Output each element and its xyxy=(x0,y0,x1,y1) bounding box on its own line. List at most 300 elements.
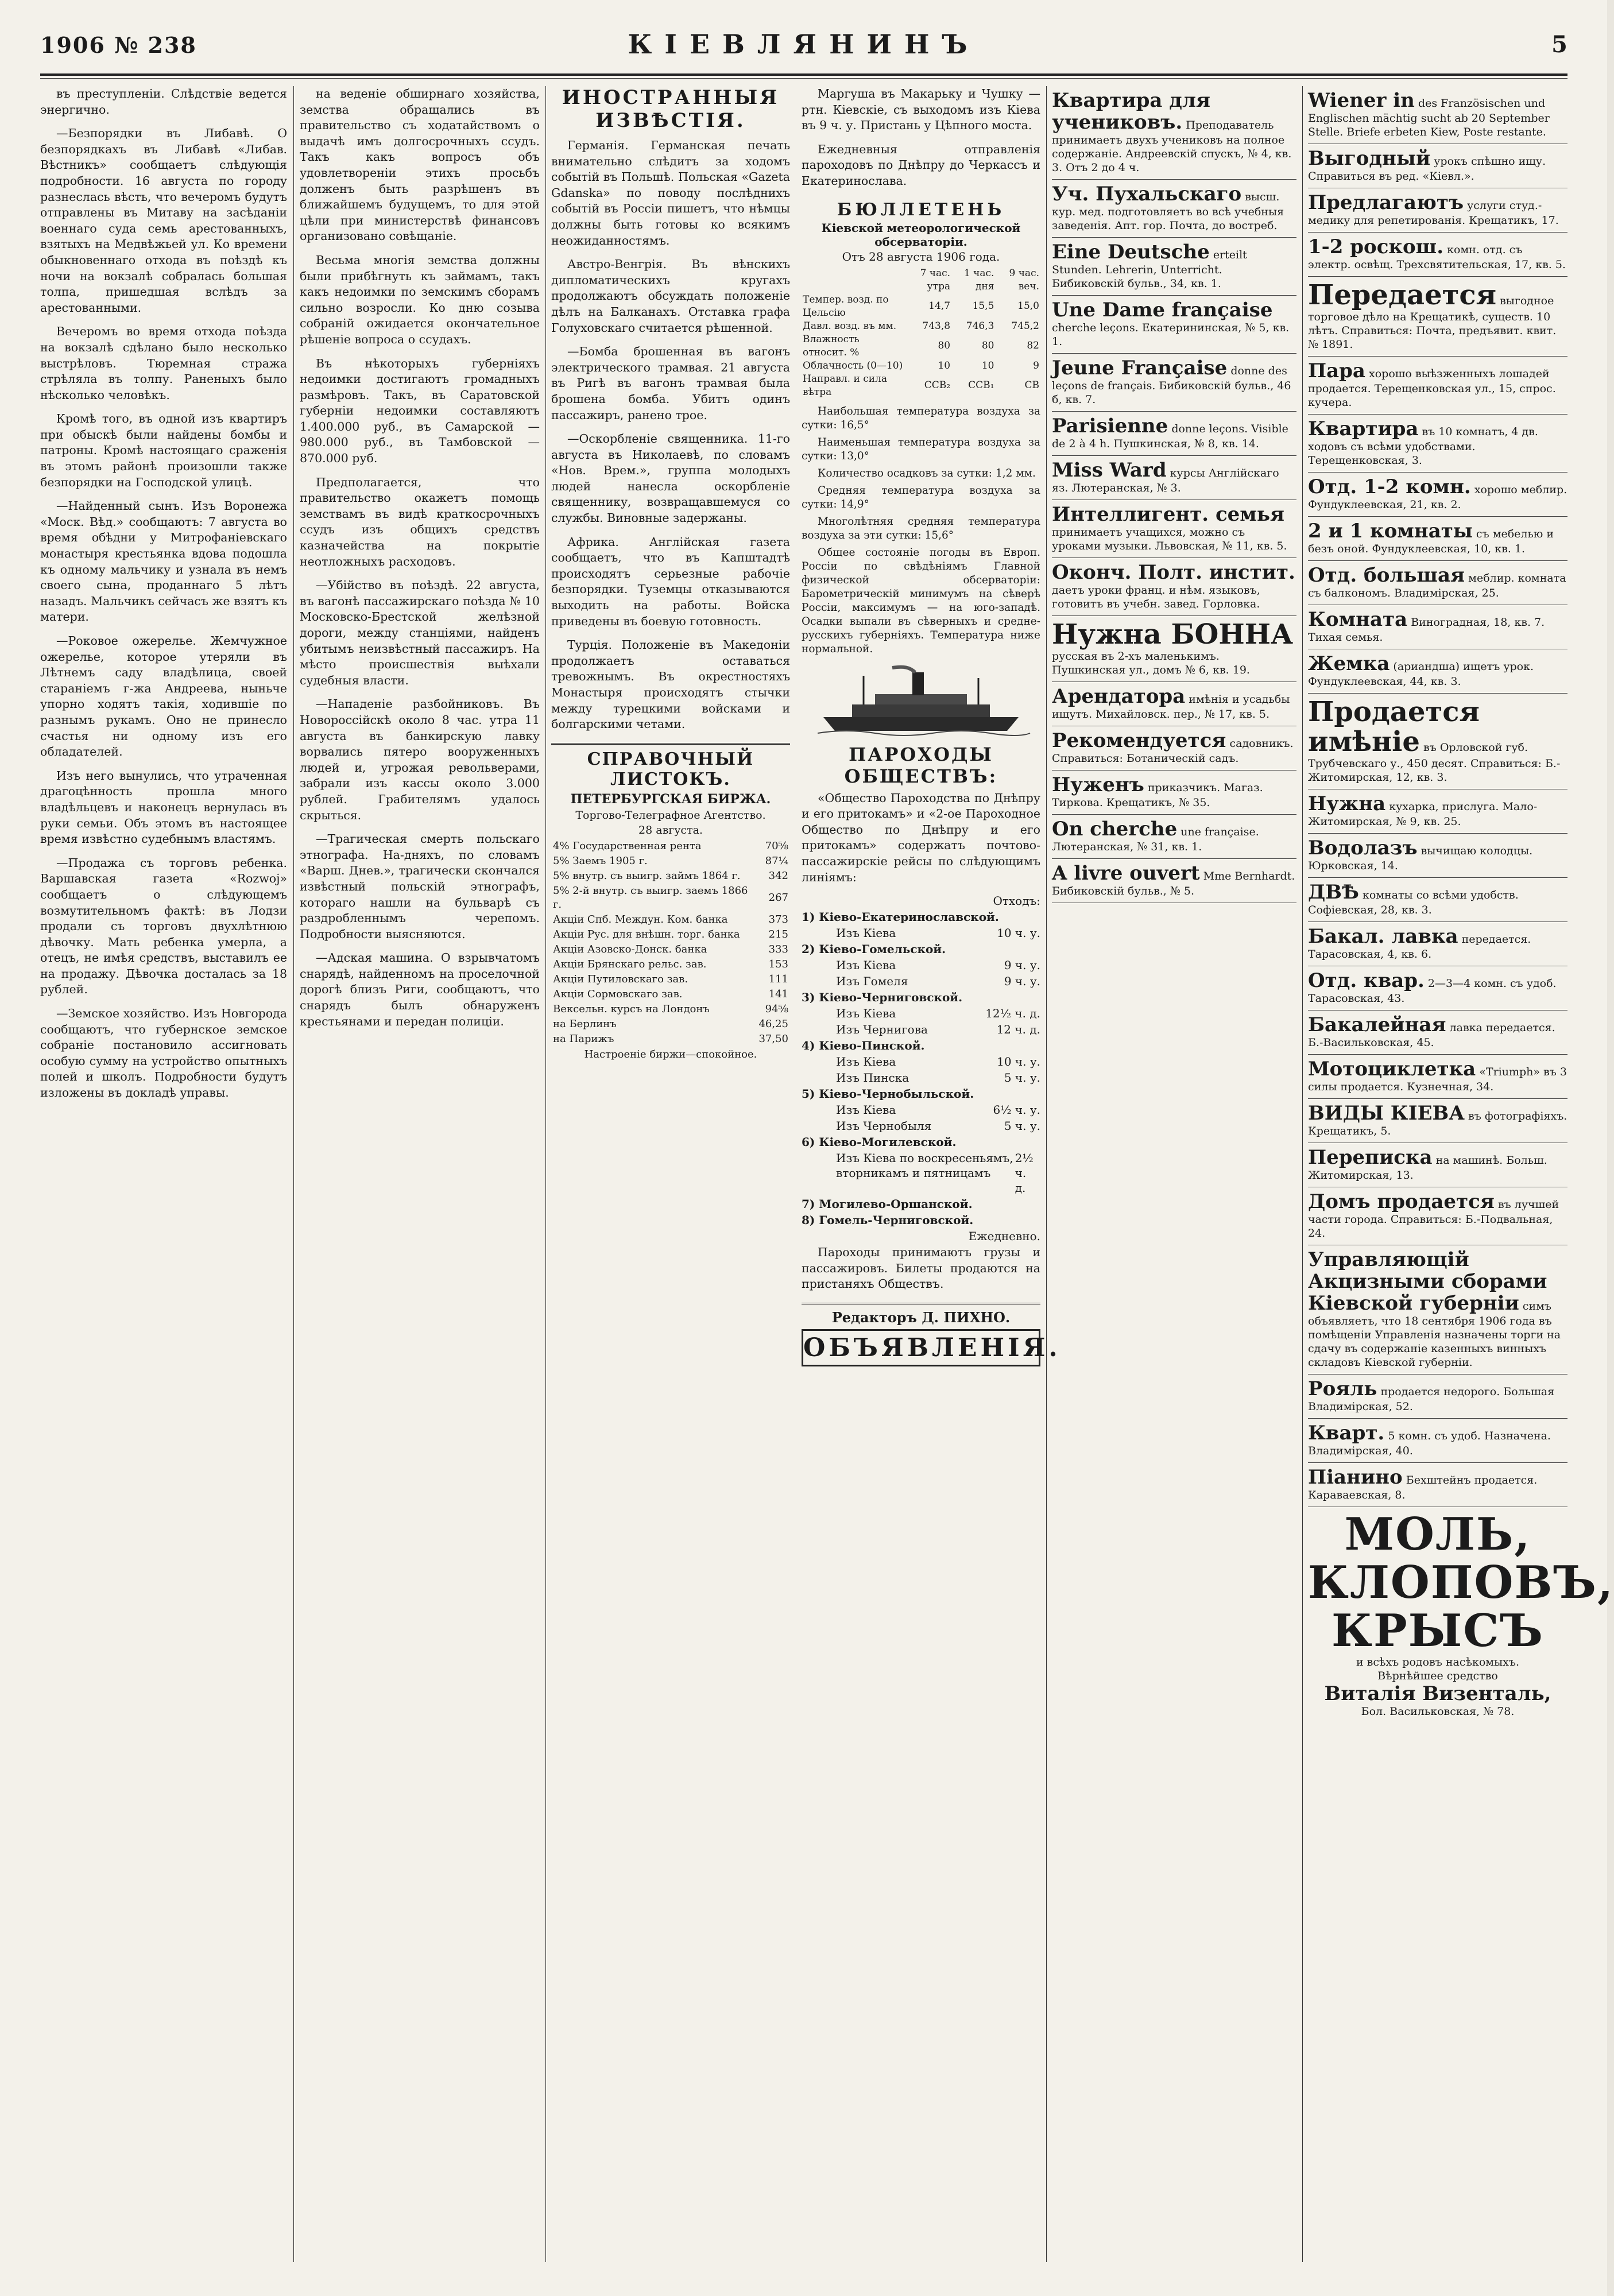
ad-text: Виноградная, 18, кв. 7. Тихая семья. xyxy=(1308,616,1545,644)
ad-headline: Квартира для учениковъ. xyxy=(1052,89,1211,134)
ad-headline: Отд. большая xyxy=(1308,564,1465,587)
classified-ad xyxy=(1308,188,1567,233)
weather-value: ССВ₂ xyxy=(924,380,951,392)
route-origin: Изъ Кіева по воскресеньямъ, вторникамъ и пятницамъ xyxy=(836,1151,1013,1180)
route-stop xyxy=(802,1229,1040,1244)
ad-maker: Виталія Визенталь, xyxy=(1324,1682,1551,1705)
paragraph: Вечеромъ во время отхода поѣзда на вокзалѣ сдѣлано было несколько выстрѣловъ. Тюремная стража стрѣляла въ толпу. Раненыхъ было нѣсколько человѣкъ. xyxy=(40,324,287,402)
masthead-rule xyxy=(40,73,1567,76)
route-name: 3) Кіево-Черниговской. xyxy=(802,990,963,1005)
route-time: 5 ч. у. xyxy=(1004,1119,1040,1133)
ad-headline: ВИДЫ КІЕВА xyxy=(1308,1102,1465,1125)
exchange-row xyxy=(551,927,790,942)
route-stop xyxy=(802,1118,1040,1133)
ad-headline: Предлагаютъ xyxy=(1308,191,1464,214)
exchange-row xyxy=(551,869,790,884)
ad-headline: Рояль xyxy=(1308,1377,1377,1400)
ad-text: урокъ спѣшно ищу. Справиться въ ред. «Кіевл.». xyxy=(1308,155,1546,183)
classified-ad xyxy=(1308,649,1567,694)
ad-text: комнаты со всѣми удобств. Софіевская, 28, кв. 3. xyxy=(1308,889,1519,916)
ad-text: erteilt Stunden. Lehrerin, Unterricht. Бибиковскій бульв., 34, кв. 1. xyxy=(1052,249,1247,290)
weather-col-header xyxy=(802,267,905,293)
ad-text: 2—3—4 комн. съ удоб. Тарасовская, 43. xyxy=(1308,977,1557,1005)
weather-value: 746,3 xyxy=(966,320,994,332)
classified-ad xyxy=(1308,1374,1567,1419)
ad-headline: Переписка xyxy=(1308,1146,1433,1169)
route-origin: Изъ Кіева xyxy=(836,1055,896,1069)
ad-headline: Отд. 1-2 комн. xyxy=(1308,475,1471,498)
weather-value: 743,8 xyxy=(922,320,951,332)
classified-ad xyxy=(1052,815,1296,859)
weather-value: 15,0 xyxy=(1017,300,1039,312)
classified-ad xyxy=(1308,878,1567,922)
classified-ad xyxy=(1308,1463,1567,1507)
ad-headline: Квартира xyxy=(1308,417,1419,440)
weather-value: 82 xyxy=(1027,340,1039,352)
classified-ad xyxy=(1308,966,1567,1010)
ad-text: садовникъ. Справиться: Ботаническій садъ. xyxy=(1052,737,1294,765)
weather-value: 10 xyxy=(981,359,994,371)
classified-ad xyxy=(1308,144,1567,188)
route-time: 10 ч. у. xyxy=(997,926,1040,940)
weather-col-header: 7 час. утра xyxy=(920,267,951,292)
ad-text: Преподаватель принимаетъ двухъ учениковъ на полное содержаніе. Андреевскій спускъ, № 4, кв. 3. Отъ 2 до 4 ч. xyxy=(1052,119,1292,174)
exchange-security: Акціи Азовско-Донск. банка xyxy=(553,943,707,955)
route-origin: Изъ Кіева xyxy=(836,958,896,973)
column-5-ads xyxy=(1308,86,1614,2262)
ad-text: въ лучшей части города. Справиться: Б.-Подвальная, 24. xyxy=(1308,1198,1559,1240)
ad-headline: Отд. квар. xyxy=(1308,969,1425,992)
bulletin-title: БЮЛЛЕТЕНЬ xyxy=(837,199,1005,220)
ad-text: принимаетъ учащихся, можно съ уроками музыки. Львовская, № 11, кв. 5. xyxy=(1052,526,1287,552)
weather-value: ССВ₁ xyxy=(968,380,994,392)
foreign-news-block xyxy=(551,86,790,1373)
ad-text: комн. отд. съ электр. освѣщ. Трехсвятительская, 17, кв. 5. xyxy=(1308,243,1566,271)
route-time: Ежедневно. xyxy=(968,1229,1040,1244)
page-number: 5 xyxy=(1551,31,1567,58)
paragraph: —Найденный сынъ. Изъ Воронежа «Моск. Вѣд.» сообщаютъ: 7 августа во время обѣдни у Митрофаніевскаго монастыря крестьянка вдова подошла къ одному мальчику и узнала въ немъ своего сына, проданнаго 5 лѣтъ назадъ. Мальчикъ сейчасъ же взятъ къ матери. xyxy=(40,499,287,624)
paragraph: —Безпорядки въ Либавѣ. О безпорядкахъ въ Либавѣ «Либав. Вѣстникъ» сообщаетъ слѣдующія подробности. 16 августа по городу разнеслась вѣсть, что вечеромъ будутъ отправлены въ Митаву на засѣданіи военнаго суда семь арестованныхъ, взятыхъ на Медвѣжьей ул. Ко времени обыкновеннаго отхода въ поѣздѣ къ ночи на вокзалѣ собралась большая толпа, пришедшая вслѣдъ за арестованными. xyxy=(40,126,287,315)
paragraph: Изъ него вынулись, что утраченная драгоцѣнность прошла много владѣльцевъ и наконецъ вернулась въ руки семьи. Объ этомъ въ настоящее время извѣстно судебнымъ властямъ. xyxy=(40,768,287,846)
ad-headline: Выгодный xyxy=(1308,147,1431,170)
exchange-row xyxy=(551,957,790,972)
classified-ad xyxy=(1052,296,1296,354)
ad-headline: Водолазъ xyxy=(1308,837,1418,859)
exchange-heading: СПРАВОЧНЫЙ ЛИСТОКЪ. xyxy=(551,743,790,789)
ad-text: donne des leçons de français. Бибиковскій бульв., 46 б, кв. 7. xyxy=(1052,365,1291,406)
ad-address: Бол. Васильковская, № 78. xyxy=(1361,1705,1515,1718)
ad-headline: Арендатора xyxy=(1052,685,1186,708)
exchange-price: 342 xyxy=(768,869,788,882)
column-2-news xyxy=(300,86,540,2262)
classified-ad xyxy=(1052,859,1296,903)
ad-text: лавка передается. Б.-Васильковская, 45. xyxy=(1308,1021,1555,1049)
ad-headline: Бакалейная xyxy=(1308,1013,1446,1036)
exchange-row xyxy=(551,1002,790,1017)
ad-sub: Вѣрнѣйшее средство xyxy=(1377,1670,1498,1682)
exchange-security: на Берлинъ xyxy=(553,1017,617,1030)
weather-value: 745,2 xyxy=(1011,320,1039,332)
ad-rats: КРЫСЪ xyxy=(1331,1605,1545,1657)
weather-table xyxy=(802,267,1040,399)
weather-label: Темпер. возд. по Цельсію xyxy=(803,293,889,319)
ad-headline: Нужна БОННА xyxy=(1052,618,1294,651)
classified-ad xyxy=(1308,561,1567,605)
route-name: 8) Гомель-Черниговской. xyxy=(802,1213,974,1228)
classified-ad xyxy=(1052,726,1296,771)
paragraph: Африка. Англійская газета сообщаетъ, что въ Капштадтѣ происходятъ серьезные рабочіе безпорядки. Туземцы отказываются выходить на работы. Войска приведены въ боевую готовность. xyxy=(551,535,790,628)
ad-text: въ Орловской губ. Трубчевскаго у., 450 десят. Справиться: Б.-Житомирская, 12, кв. 3. xyxy=(1308,741,1561,784)
column-3-foreign-news xyxy=(551,86,1061,2262)
ad-text: приказчикъ. Магаз. Тиркова. Крещатикъ, № 35. xyxy=(1052,781,1263,809)
route-origin: Изъ Кіева xyxy=(836,1006,896,1021)
classified-ad xyxy=(1308,1419,1567,1463)
exchange-row xyxy=(551,972,790,987)
paragraph: Австро-Венгрія. Въ вѣнскихъ дипломатическихъ кругахъ продолжаютъ обсуждать положеніе дѣлъ на Балканахъ. Отставка графа Голуховскаго считается рѣшенной. xyxy=(551,257,790,335)
classified-ad xyxy=(1308,605,1567,649)
ad-headline: Продается имѣніе xyxy=(1308,696,1480,758)
route-origin: Изъ Пинска xyxy=(836,1071,909,1085)
exchange-price: 46,25 xyxy=(758,1017,788,1030)
exchange-security: 5% внутр. съ выигр. займъ 1864 г. xyxy=(553,869,741,882)
insecticide-ad xyxy=(1308,1507,1614,1723)
weather-value: СВ xyxy=(1024,380,1039,392)
exchange-table xyxy=(551,839,790,1047)
exchange-price: 94⅝ xyxy=(765,1002,788,1015)
bulletin-steamers-block xyxy=(802,86,1061,1373)
classified-ad xyxy=(1052,500,1296,558)
exchange-row xyxy=(551,1017,790,1032)
classified-ad xyxy=(1308,834,1567,878)
ad-text: Mme Bernhardt. Бибиковскій бульв., № 5. xyxy=(1052,870,1295,897)
newspaper-title: КІЕВЛЯНИНЪ xyxy=(628,29,980,60)
ad-line: и всѣхъ родовъ насѣкомыхъ. xyxy=(1356,1656,1520,1668)
route-time: 6½ ч. у. xyxy=(993,1103,1040,1117)
ad-headline: Нуженъ xyxy=(1052,773,1144,796)
exchange-row xyxy=(551,1032,790,1047)
ads-title: ОБЪЯВЛЕНІЯ. xyxy=(802,1329,1040,1366)
paragraph: —Земское хозяйство. Изъ Новгорода сообщаютъ, что губернское земское собраніе постановило ассигновать особую сумму на устройство опытныхъ полей и школъ. Подробности будутъ изложены въ докладѣ управы. xyxy=(40,1006,287,1100)
weather-value: 9 xyxy=(1033,359,1039,371)
ad-text: хорошо выѣзженныхъ лошадей продается. Терещенковская ул., 15, спрос. кучера. xyxy=(1308,367,1556,409)
ad-text: (ариандша) ищетъ урок. Фундуклеевская, 44, кв. 3. xyxy=(1308,660,1534,688)
weather-notes xyxy=(802,405,1040,656)
weather-row xyxy=(802,333,1040,359)
masthead-rule-thin xyxy=(40,78,1567,79)
classified-ad xyxy=(1052,412,1296,456)
ad-headline: Піанино xyxy=(1308,1466,1403,1489)
route-origin: Изъ Кіева xyxy=(836,1103,896,1117)
bulletin-date: Отъ 28 августа 1906 года. xyxy=(842,249,1000,264)
exchange-security: на Парижъ xyxy=(553,1032,614,1045)
paragraph: —Оскорбленіе священника. 11-го августа въ Николаевѣ, по словамъ «Нов. Врем.», группа молодыхъ людей нанесла оскорбленіе священнику, возвращавшемуся со службы. Виновные задержаны. xyxy=(551,432,790,525)
classified-ad xyxy=(1052,616,1296,682)
weather-note: Количество осадковъ за сутки: 1,2 мм. xyxy=(818,467,1036,479)
ad-headline: Wiener in xyxy=(1308,89,1415,112)
classified-ad xyxy=(1308,1143,1567,1187)
ad-headline: Miss Ward xyxy=(1052,459,1167,482)
paragraph: —Роковое ожерелье. Жемчужное ожерелье, которое утеряли въ Лѣтнемъ саду владѣлица, своей стараніемъ г-жа Андреева, ныньче упорно ходятъ такія, ходившіе по разнымъ рукамъ. Оно не принесло счастья ни одному изъ его обладателей. xyxy=(40,634,287,759)
classified-ad xyxy=(1052,238,1296,296)
paragraph: Кромѣ того, въ одной изъ квартиръ при обыскѣ были найдены бомбы и патроны. Кромѣ настоящаго сраженія въ этомъ районѣ произошли также безпорядки на Господской улицѣ. xyxy=(40,412,287,489)
weather-row xyxy=(802,359,1040,373)
route-time: 12½ ч. д. xyxy=(985,1006,1040,1021)
ad-text: на машинѣ. Больш. Житомирская, 13. xyxy=(1308,1154,1547,1182)
classified-ad xyxy=(1052,558,1296,616)
ad-moth: МОЛЬ, xyxy=(1344,1508,1531,1561)
route-stop xyxy=(802,1006,1040,1021)
ad-headline: 2 и 1 комнаты xyxy=(1308,520,1473,543)
ad-headline: Пара xyxy=(1308,359,1365,382)
ad-text: передается. Тарасовская, 4, кв. 6. xyxy=(1308,933,1531,961)
weather-row xyxy=(802,320,1040,333)
ad-headline: Передается xyxy=(1308,279,1497,311)
classified-ad xyxy=(1308,86,1567,144)
exchange-row xyxy=(551,987,790,1002)
classified-ad xyxy=(1308,1099,1567,1143)
exchange-subtitle: ПЕТЕРБУРГСКАЯ БИРЖА. xyxy=(570,791,771,807)
paragraph: Германія. Германская печать внимательно слѣдитъ за ходомъ событій въ Польшѣ. Польская «Gazeta Gdanska» по поводу послѣднихъ событій въ Россіи пишетъ, что нѣмцы должны быть готовы ко всякимъ неожиданностямъ. xyxy=(551,138,790,247)
ad-headline: Jeune Française xyxy=(1052,357,1228,380)
exchange-security: 5% 2-й внутр. съ выигр. заемъ 1866 г. xyxy=(553,884,748,911)
ad-text: русская въ 2-хъ маленькимъ. Пушкинская ул., домъ № 6, кв. 19. xyxy=(1052,650,1250,676)
classified-ad xyxy=(1308,694,1567,789)
route-stop xyxy=(802,926,1040,940)
exchange-row xyxy=(551,942,790,957)
ad-text: 5 комн. съ удоб. Назначена. Владимірская, 40. xyxy=(1308,1430,1551,1457)
classified-ad xyxy=(1308,1055,1567,1099)
paragraph: —Адская машина. О взрывчатомъ снарядѣ, найденномъ на проселочной дорогѣ близъ Риги, сообщаютъ, что снарядъ былъ обнаруженъ крестьянами и передан полиціи. xyxy=(300,951,540,1028)
exchange-price: 87¼ xyxy=(765,854,788,867)
ad-bugs: КЛОПОВЪ, xyxy=(1308,1557,1614,1609)
paragraph: Турція. Положеніе въ Македоніи продолжаетъ оставаться тревожнымъ. Въ окрестностяхъ Монастыря происходятъ стычки между турецкими войсками и болгарскими четами. xyxy=(551,638,790,731)
classified-ad xyxy=(1052,682,1296,726)
bulletin-subtitle: Кіевской метеорологической обсерваторіи. xyxy=(821,220,1021,249)
ad-headline: Parisienne xyxy=(1052,415,1168,437)
steamers-note: Пароходы принимаютъ грузы и пассажировъ. Билеты продаются на пристаняхъ Обществъ. xyxy=(802,1245,1040,1291)
classified-ad xyxy=(1308,1187,1567,1245)
ad-headline: 1-2 роскош. xyxy=(1308,235,1444,258)
exchange-agency: Торгово-Телеграфное Агентство. xyxy=(575,808,766,822)
exchange-price: 111 xyxy=(768,973,788,985)
ad-headline: Комната xyxy=(1308,608,1408,631)
paragraph: въ преступленіи. Слѣдствіе ведется энергично. xyxy=(40,87,287,117)
exchange-security: Акціи Спб. Междун. Ком. банка xyxy=(553,913,728,926)
route-time: 9 ч. у. xyxy=(1004,958,1040,973)
paragraph: Ежедневныя отправленія пароходовъ по Днѣпру до Черкассъ и Екатеринослава. xyxy=(802,142,1040,188)
exchange-price: 267 xyxy=(768,891,788,904)
exchange-security: Акціи Сормовскаго зав. xyxy=(553,988,683,1000)
weather-note: Многолѣтняя средняя температура воздуха за эти сутки: 15,6° xyxy=(802,515,1040,541)
weather-value: 10 xyxy=(938,359,951,371)
route-origin: Изъ Кіева xyxy=(836,926,896,940)
ad-text: имѣнія и усадьбы ищутъ. Михайловск. пер., № 17, кв. 5. xyxy=(1052,693,1290,721)
paragraph: —Продажа съ торговъ ребенка. Варшавская газета «Rozwoj» сообщаетъ о слѣдующемъ возмутительномъ фактѣ: въ Лодзи продали съ торговъ двухлѣтнюю дѣвочку. Мать ребенка умерла, а отецъ, не имѣя средствъ, выставилъ ее на продажу. Дѣвочка досталась за 18 рублей. xyxy=(40,855,287,997)
weather-col-header: 1 час. дня xyxy=(963,267,994,292)
classified-ad xyxy=(1308,357,1567,415)
route-time: 5 ч. у. xyxy=(1004,1071,1040,1085)
paragraph: —Трагическая смерть польскаго этнографа. На-дняхъ, по словамъ «Варш. Днев.», трагически скончался извѣстный польскій этнографъ, котораго нашли на бульварѣ съ раздробленнымъ черепомъ. Подробности выясняются. xyxy=(300,832,540,941)
paragraph: Весьма многія земства должны были прибѣгнуть къ займамъ, такъ какъ недоимки по земскимъ сборамъ сильно возросли. Ко дню созыва собраній ожидается окончательное рѣшеніе вопроса о ссудахъ. xyxy=(300,253,540,346)
ad-headline: ДВѢ xyxy=(1308,881,1359,904)
route-time: 10 ч. у. xyxy=(997,1055,1040,1069)
ad-headline: Нужна xyxy=(1308,792,1386,815)
exchange-row xyxy=(551,854,790,869)
ad-text: donne leçons. Visible de 2 à 4 h. Пушкинская, № 8, кв. 14. xyxy=(1052,423,1288,450)
ad-headline: Управляющій Акцизными сборами Кіевской губерніи xyxy=(1308,1248,1547,1315)
paragraph: —Нападеніе разбойниковъ. Въ Новороссійскѣ около 8 час. утра 11 августа въ банкирскую лавку ворвались пятеро вооруженныхъ людей и, угрожая револьверами, забрали изъ кассы около 3.000 рублей. Грабителямъ удалось скрыться. xyxy=(300,697,540,822)
classified-ad xyxy=(1308,1010,1567,1055)
exchange-price: 333 xyxy=(768,943,788,955)
classified-ad xyxy=(1052,354,1296,412)
exchange-note: Настроеніе биржи—спокойное. xyxy=(584,1048,757,1060)
weather-note: Общее состояніе погоды въ Европ. Россіи по свѣдѣніямъ Главной физической обсерваторіи: Барометрическій минимумъ на сѣверѣ Россіи, максимумъ — на юго-западѣ. Осадки выпали въ сѣверныхъ и средне-русскихъ губерніяхъ. Температура ниже нормальной. xyxy=(802,546,1040,655)
weather-label: Давл. возд. въ мм. xyxy=(803,320,897,332)
ad-text: выгодное торговое дѣло на Крещатикѣ, существ. 10 лѣтъ. Справиться: Почта, предъявит. квит. № 1891. xyxy=(1308,295,1557,351)
route-origin: Изъ Чернобыля xyxy=(836,1119,932,1133)
exchange-security: Вексельн. курсъ на Лондонъ xyxy=(553,1002,710,1015)
classified-ad xyxy=(1052,771,1296,815)
exchange-security: Акціи Рус. для внѣшн. торг. банка xyxy=(553,928,740,940)
column-divider xyxy=(1302,86,1303,2262)
ad-text: даетъ уроки франц. и нѣм. языковъ, готовитъ въ учебн. завед. Горловка. xyxy=(1052,584,1260,610)
ad-text: вычищаю колодцы. Юрковская, 14. xyxy=(1308,845,1533,872)
paragraph: Маргуша въ Макарьку и Чушку — ртн. Кіевскіе, съ выходомъ изъ Кіева въ 9 ч. у. Пристань у Цѣпного моста. xyxy=(802,87,1040,133)
weather-note: Наибольшая температура воздуха за сутки: 16,5° xyxy=(802,405,1040,431)
ad-headline: Уч. Пухальскаго xyxy=(1052,183,1242,206)
route-time: 9 ч. у. xyxy=(1004,974,1040,989)
ad-headline: Мотоциклетка xyxy=(1308,1058,1476,1081)
paragraph: Предполагается, что правительство окажетъ помощь земствамъ въ видѣ краткосрочныхъ ссудъ изъ общихъ средствъ казначейства на покрытіе неотложныхъ расходовъ. xyxy=(300,475,540,568)
route-stop xyxy=(802,1070,1040,1085)
ad-text: въ 10 комнатъ, 4 дв. ходовъ съ всѣми удобствами. Терещенковская, 3. xyxy=(1308,425,1538,467)
column-1-news xyxy=(40,86,287,2262)
section-heading: ИНОСТРАННЫЯ ИЗВѢСТІЯ. xyxy=(562,86,780,132)
paragraph: на веденіе обширнаго хозяйства, земства обращались въ правительство съ ходатайствомъ о выдачѣ имъ долгосрочныхъ ссудъ. Такъ какъ вопросъ объ удовлетвореніи этихъ просьбъ долженъ быть разрѣшенъ въ ближайшемъ будущемъ, то для этой цѣли при министерствѣ финансовъ организовано совѣщаніе. xyxy=(300,87,540,243)
exchange-date: 28 августа. xyxy=(638,823,703,837)
exchange-price: 215 xyxy=(768,928,788,940)
steamer-routes xyxy=(802,909,1040,1244)
ad-text: «Triumph» въ 3 силы продается. Кузнечная, 34. xyxy=(1308,1066,1567,1093)
weather-value: 15,5 xyxy=(972,300,994,312)
ad-text: хорошо меблир. Фундуклеевская, 21, кв. 2. xyxy=(1308,483,1567,511)
ad-headline: On cherche xyxy=(1052,818,1178,841)
route-stop xyxy=(802,1151,1040,1195)
weather-value: 14,7 xyxy=(928,300,951,312)
classified-ad xyxy=(1308,789,1567,834)
exchange-security: 4% Государственная рента xyxy=(553,839,702,852)
classified-ad xyxy=(1052,180,1296,238)
weather-note: Наименьшая температура воздуха за сутки: 13,0° xyxy=(802,436,1040,462)
route-time: 2½ ч. д. xyxy=(1015,1151,1034,1195)
classified-ad xyxy=(1052,86,1296,180)
column-divider xyxy=(545,86,546,2262)
exchange-price: 141 xyxy=(768,988,788,1000)
classified-ad xyxy=(1308,415,1567,473)
ad-text: съ мебелью и безъ оной. Фундуклеевская, 10, кв. 1. xyxy=(1308,528,1554,555)
route-stop xyxy=(802,1054,1040,1069)
classified-ad xyxy=(1308,233,1567,277)
ad-headline: Интеллигент. семья xyxy=(1052,503,1285,526)
ad-text: курсы Англійскаго яз. Лютеранская, № 3. xyxy=(1052,467,1279,494)
ad-text: услуги студ.-медику для репетированія. Крещатикъ, 17. xyxy=(1308,199,1559,227)
weather-col-header: 9 час. веч. xyxy=(1009,267,1039,292)
ad-text: cherche leçons. Екатерининская, № 5, кв. 1. xyxy=(1052,322,1290,348)
ad-text: продается недорого. Большая Владимірская, 52. xyxy=(1308,1385,1555,1413)
steamers-intro: «Общество Пароходства по Днѣпру и его притокамъ» и «2-ое Пароходное Общество по Днѣпру и его притокамъ» содержатъ почтово-пассажирскіе рейсы по слѣдующимъ линіямъ: xyxy=(802,791,1040,884)
route-origin: Изъ Гомеля xyxy=(836,974,908,989)
ad-text: высш. кур. мед. подготовляетъ во всѣ учебныя заведенія. Апт. гор. Почта, до востреб. xyxy=(1052,191,1284,232)
weather-value: 80 xyxy=(981,340,994,352)
ad-text: Бехштейнъ продается. Караваевская, 8. xyxy=(1308,1474,1538,1501)
steamers-title: ПАРОХОДЫ ОБЩЕСТВЪ: xyxy=(844,743,998,787)
exchange-security: Акціи Путиловскаго зав. xyxy=(553,973,688,985)
classified-ad xyxy=(1052,456,1296,500)
route-stop xyxy=(802,958,1040,973)
exchange-row xyxy=(551,839,790,854)
column-divider xyxy=(1046,86,1047,2262)
route-origin: Изъ Чернигова xyxy=(836,1023,928,1037)
weather-row xyxy=(802,373,1040,399)
route-name: 7) Могилево-Оршанской. xyxy=(802,1197,973,1211)
ad-text: une française. Лютеранская, № 31, кв. 1. xyxy=(1052,826,1259,853)
exchange-price: 373 xyxy=(768,913,788,926)
exchange-price: 37,50 xyxy=(758,1032,788,1045)
route-name: 1) Кіево-Екатеринославской. xyxy=(802,910,999,924)
classified-ad xyxy=(1308,922,1567,966)
ad-text: кухарка, прислуга. Мало-Житомирская, № 9, кв. 25. xyxy=(1308,800,1538,828)
ad-headline: Кварт. xyxy=(1308,1422,1385,1445)
column-divider xyxy=(293,86,294,2262)
route-name: 6) Кіево-Могилевской. xyxy=(802,1135,957,1149)
ad-headline: Eine Deutsche xyxy=(1052,241,1210,264)
exchange-price: 153 xyxy=(768,958,788,970)
ad-text: меблир. комната съ балкономъ. Владимірская, 25. xyxy=(1308,572,1566,599)
paragraph: —Бомба брошенная въ вагонъ электрического трамвая. 21 августа въ Ригѣ въ вагонъ трамвая была брошена бомба. Убитъ одинъ пассажиръ, ранено трое. xyxy=(551,344,790,422)
exchange-price: 70⅝ xyxy=(765,839,788,852)
ad-headline: Жемка xyxy=(1308,652,1390,675)
editor-line: Редакторъ Д. ПИХНО. xyxy=(802,1303,1040,1326)
weather-row xyxy=(802,293,1040,320)
ad-headline: Бакал. лавка xyxy=(1308,925,1458,948)
weather-note: Средняя температура воздуха за сутки: 14,9° xyxy=(802,484,1040,510)
route-time: 12 ч. д. xyxy=(996,1023,1040,1037)
route-name: 5) Кіево-Чернобыльской. xyxy=(802,1087,974,1101)
departure-label: Отходъ: xyxy=(993,894,1040,908)
ad-headline: Оконч. Полт. инстит. xyxy=(1052,561,1295,584)
ad-text: въ фотографіяхъ. Крещатикъ, 5. xyxy=(1308,1110,1567,1137)
paragraph: Въ нѣкоторыхъ губерніяхъ недоимки достигаютъ громадныхъ размѣровъ. Такъ, въ Саратовской губерніи недоимки составляютъ 1.400.000 руб., въ Самарской — 980.000 руб., въ Тамбовской — 870.000 руб. xyxy=(300,356,540,466)
weather-value: 80 xyxy=(938,340,951,352)
route-stop xyxy=(802,974,1040,989)
classified-ad xyxy=(1308,517,1567,561)
steamer-illustration xyxy=(812,664,1030,739)
ad-headline: A livre ouvert xyxy=(1052,862,1200,885)
ad-headline: Домъ продается xyxy=(1308,1190,1495,1213)
column-4-ads xyxy=(1052,86,1296,2262)
exchange-row xyxy=(551,884,790,912)
ad-headline: Une Dame française xyxy=(1052,299,1273,322)
weather-label: Влажность относит. % xyxy=(803,333,860,358)
exchange-security: Акціи Брянскаго рельс. зав. xyxy=(553,958,707,970)
route-name: 4) Кіево-Пинской. xyxy=(802,1039,925,1053)
exchange-row xyxy=(551,912,790,927)
weather-label: Облачность (0—10) xyxy=(803,359,903,371)
classified-ad xyxy=(1308,473,1567,517)
exchange-security: 5% Заемъ 1905 г. xyxy=(553,854,648,867)
ad-headline: Рекомендуется xyxy=(1052,729,1226,752)
classified-ad xyxy=(1308,1245,1567,1374)
